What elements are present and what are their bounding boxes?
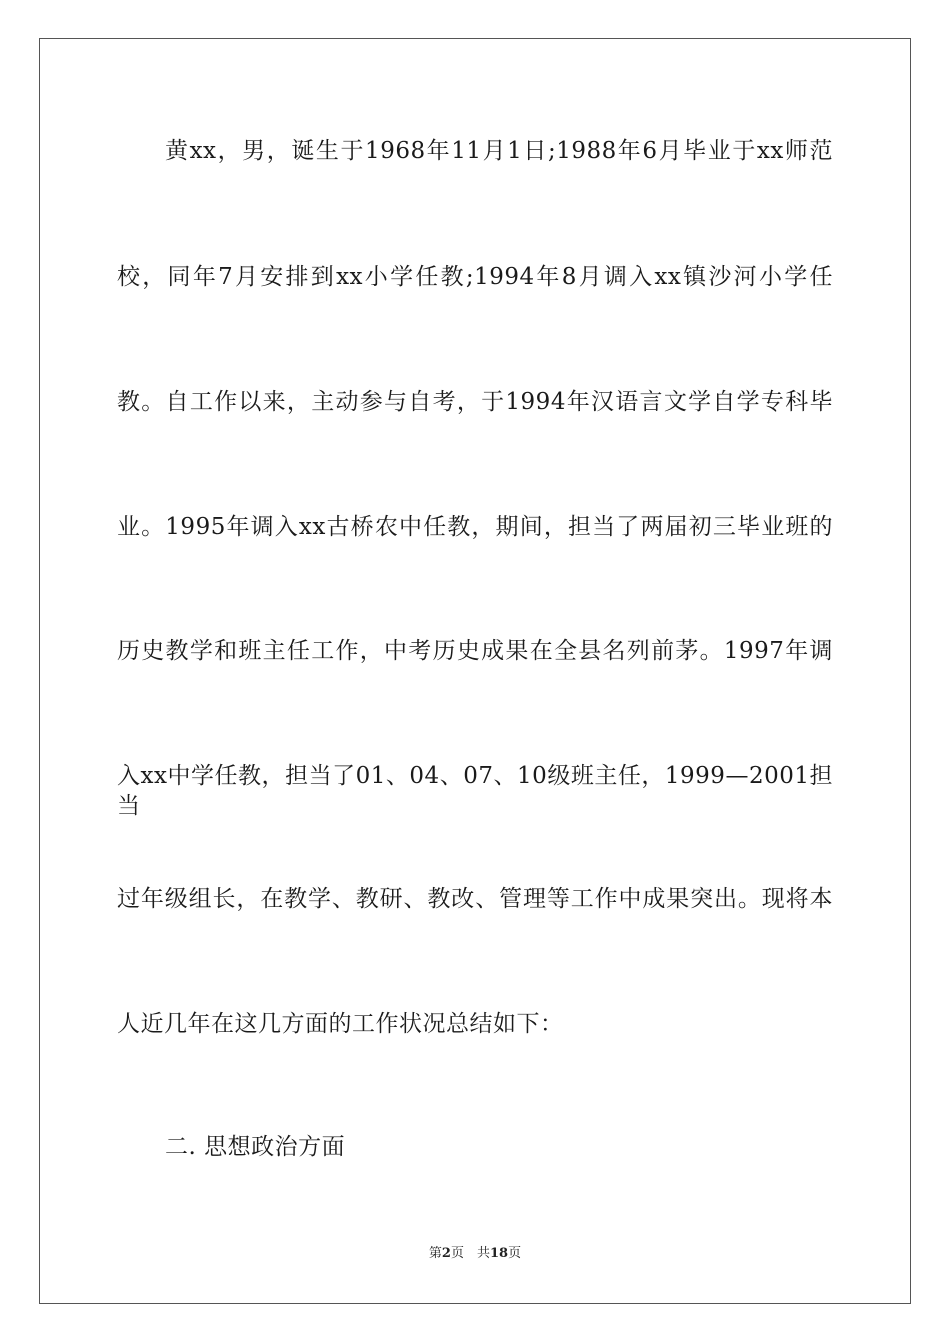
footer-suffix: 页 [508, 1246, 522, 1261]
total-pages-number: 18 [489, 1246, 509, 1261]
current-page-number: 2 [441, 1246, 451, 1261]
page-border [39, 38, 911, 1304]
page-footer [0, 1245, 950, 1263]
paragraph-line-8: 人近几年在这几方面的工作状况总结如下： [117, 1011, 564, 1037]
paragraph-line-2: 校，同年7月安排到xx小学任教;1994年8月调入xx镇沙河小学任 [117, 264, 833, 290]
footer-mid: 页 共 [450, 1246, 490, 1261]
section-heading: 二. 思想政治方面 [165, 1134, 346, 1160]
paragraph-line-6: 入xx中学任教，担当了01、04、07、10级班主任，1999—2001担当 [117, 763, 833, 819]
paragraph-line-5: 历史教学和班主任工作，中考历史成果在全县名列前茅。1997年调 [117, 638, 833, 664]
footer-prefix: 第 [428, 1246, 442, 1261]
paragraph-line-4: 业。1995年调入xx古桥农中任教，期间，担当了两届初三毕业班的 [117, 514, 833, 540]
paragraph-line-7: 过年级组长，在教学、教研、教改、管理等工作中成果突出。现将本 [117, 886, 833, 912]
paragraph-line-3: 教。自工作以来，主动参与自考，于1994年汉语言文学自学专科毕 [117, 389, 833, 415]
paragraph-line-1: 黄xx，男，诞生于1968年11月1日;1988年6月毕业于xx师范 [165, 138, 833, 164]
